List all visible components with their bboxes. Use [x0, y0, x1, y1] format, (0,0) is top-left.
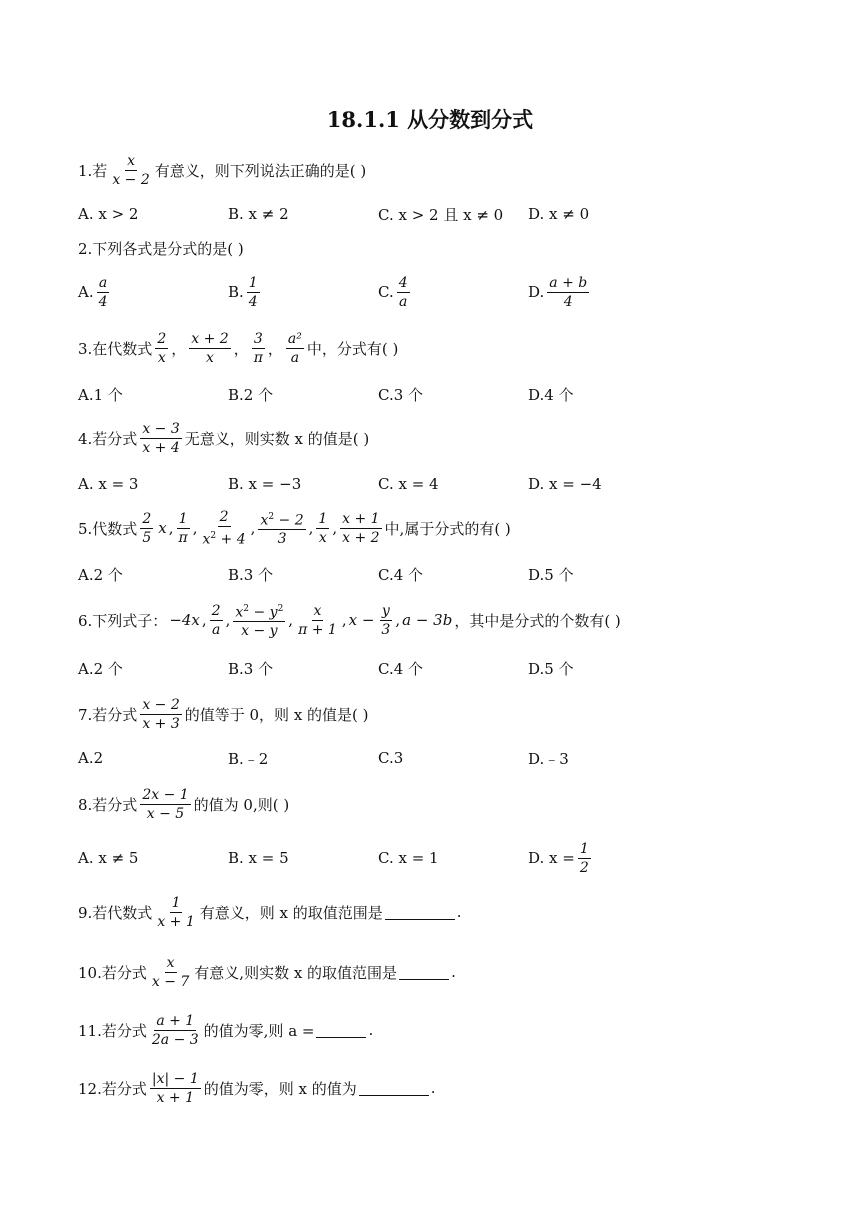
- q2-d-num: a + b: [549, 274, 588, 291]
- q2-c-num: 4: [398, 274, 408, 291]
- q9-num: 1: [171, 894, 181, 911]
- q5-frac-3: $\frac{2}{x^2 + 4}$: [202, 508, 246, 548]
- q7-prefix: 7.若分式: [78, 705, 138, 724]
- q2-a-num: a: [98, 274, 108, 291]
- q4-option-d: D. x = −4: [528, 475, 602, 493]
- q10-prefix: 10.若分式: [78, 963, 147, 982]
- q5-suffix: 中,属于分式的有( ): [384, 519, 511, 538]
- q3-option-c: C.3 个: [378, 385, 424, 404]
- q1-prefix: 1.若: [78, 161, 108, 180]
- q12-answer-blank[interactable]: [359, 1081, 429, 1096]
- q12-num: |x| − 1: [151, 1070, 199, 1087]
- q12-period: .: [430, 1079, 436, 1097]
- q1-suffix: 有意义，则下列说法正确的是( ): [154, 161, 367, 180]
- q8-d-num: 1: [579, 840, 589, 857]
- q5-frac-1: $\frac{2}{5}$: [142, 510, 152, 546]
- q6-options: [78, 646, 778, 690]
- question-12: [78, 1066, 436, 1110]
- question-8: [78, 782, 289, 826]
- q6-option-b: B.3 个: [228, 659, 274, 678]
- q4-suffix: 无意义，则实数 x 的值是( ): [184, 429, 370, 448]
- q7-option-b: B.﹣2: [228, 749, 269, 768]
- q3-prefix: 3.在代数式: [78, 339, 153, 358]
- q3-option-d: D.4 个: [528, 385, 574, 404]
- q5-option-d: D.5 个: [528, 565, 574, 584]
- q10-num: x: [166, 954, 175, 971]
- q8-fraction: [140, 786, 190, 823]
- q11-suffix: 的值为零,则 a =: [203, 1021, 315, 1040]
- q4-num: x − 3: [142, 420, 180, 437]
- q7-options: [78, 736, 778, 780]
- q8-den: x − 5: [146, 805, 185, 822]
- q12-suffix: 的值为零，则 x 的值为: [203, 1079, 357, 1098]
- q7-option-d: D.﹣3: [528, 749, 569, 768]
- q1-den: x − 2: [112, 171, 150, 188]
- q4-fraction: [140, 420, 181, 457]
- question-3: 3.在代数式 $\frac{2}{x}$ ， $\frac{x + 2}{x}$ ， $\frac{3}{\pi}$ ， $\frac{\text{a²}}{a}$ 中，分式有( ): [78, 330, 399, 366]
- q12-prefix: 12.若分式: [78, 1079, 147, 1098]
- q2-option-b: [228, 274, 263, 311]
- q8-option-d-text: D. x =: [528, 849, 575, 867]
- q8-d-frac: [578, 840, 591, 877]
- q3-f1-den: x: [157, 349, 166, 366]
- page-title: 18.1.1 从分数到分式: [326, 107, 534, 132]
- q6-frac-3: $\frac{x}{\pi + 1}$: [298, 602, 337, 638]
- q9-suffix: 有意义，则 x 的取值范围是: [199, 903, 383, 922]
- q3-f3-num: 3: [253, 330, 263, 347]
- q2-option-d: [528, 274, 592, 311]
- q3-option-a: A.1 个: [78, 385, 123, 404]
- q2-a-den: 4: [98, 293, 108, 310]
- q2-b-frac: [247, 274, 260, 311]
- q1-option-c: C. x > 2 且 x ≠ 0: [378, 205, 504, 224]
- question-11: [78, 1008, 373, 1052]
- q8-num: 2x − 1: [142, 786, 189, 803]
- q3-f2-den: x: [206, 349, 214, 366]
- q9-den: x + 1: [157, 913, 195, 930]
- q2-options: [78, 270, 778, 314]
- q2-a-label: A.: [78, 283, 94, 301]
- q11-prefix: 11.若分式: [78, 1021, 147, 1040]
- q7-option-a: A.2: [78, 749, 104, 767]
- q2-option-c: [378, 274, 413, 311]
- q7-den: x + 3: [142, 715, 180, 732]
- q8-option-c: C. x = 1: [378, 849, 439, 867]
- q2-c-label: C.: [378, 283, 394, 301]
- q8-option-b: B. x = 5: [228, 849, 289, 867]
- q3-f4-den: a: [290, 349, 300, 366]
- q2-c-frac: [397, 274, 410, 311]
- q2-text: 2.下列各式是分式的是( ): [78, 239, 244, 258]
- q2-a-frac: [97, 274, 110, 311]
- question-5: 5.代数式 $\frac{2}{5}$ x , $\frac{1}{\pi}$ , $\frac{2}{x^2 + 4}$ , $\frac{x^2 - 2}{3}$ , $\frac{1}{x}$ , $\frac{x + 1}{x + 2}$ 中,属于分式的有( ): [78, 508, 511, 548]
- q11-answer-blank[interactable]: [316, 1023, 366, 1038]
- q3-frac-1: [155, 330, 168, 367]
- q3-f2-num: x + 2: [191, 330, 229, 347]
- q2-b-label: B.: [228, 283, 244, 301]
- q2-d-den: 4: [563, 293, 573, 310]
- q9-prefix: 9.若代数式: [78, 903, 153, 922]
- q7-suffix: 的值等于 0，则 x 的值是( ): [184, 705, 369, 724]
- q5-option-a: A.2 个: [78, 565, 123, 584]
- q8-prefix: 8.若分式: [78, 795, 138, 814]
- q11-fraction: [150, 1012, 201, 1049]
- q1-fraction: [110, 152, 151, 189]
- q8-suffix: 的值为 0,则( ): [193, 795, 290, 814]
- q4-option-b: B. x = −3: [228, 475, 302, 493]
- question-7: [78, 692, 369, 736]
- q1-option-a: A. x > 2: [78, 205, 139, 223]
- q3-frac-2: [189, 330, 230, 367]
- q6-prefix: 6.下列式子：: [78, 611, 168, 630]
- q3-frac-4: [286, 330, 304, 367]
- q12-fraction: [150, 1070, 201, 1107]
- q7-num: x − 2: [142, 696, 180, 713]
- q10-fraction: [150, 954, 191, 991]
- q8-options: [78, 836, 778, 880]
- q3-f1-num: 2: [157, 330, 167, 347]
- q2-b-num: 1: [248, 274, 258, 291]
- q10-answer-blank[interactable]: [399, 965, 449, 980]
- q2-d-label: D.: [528, 283, 545, 301]
- question-6: 6.下列式子： −4x , $\frac{2}{a}$ , $\frac{x^2 - y^2}{x - y}$ , $\frac{x}{\pi + 1}$ , x − $\frac{y}{3}$ , a − 3b ，其中是分式的个数有( ): [78, 598, 621, 642]
- q6-frac-2: $\frac{x^2 - y^2}{x - y}$: [233, 600, 285, 641]
- q4-den: x + 4: [142, 439, 180, 456]
- q5-frac-5: $\frac{1}{x}$: [318, 510, 328, 546]
- q10-period: .: [451, 963, 456, 981]
- q3-frac-3: [252, 330, 265, 367]
- q8-option-a: A. x ≠ 5: [78, 849, 139, 867]
- q12-den: x + 1: [156, 1089, 195, 1106]
- q6-suffix: ，其中是分式的个数有( ): [454, 611, 621, 630]
- q2-c-den: a: [399, 293, 408, 310]
- question-4: [78, 416, 369, 460]
- q8-d-den: 2: [579, 859, 589, 876]
- question-2: [78, 226, 244, 270]
- q10-suffix: 有意义,则实数 x 的取值范围是: [194, 963, 398, 982]
- q3-f3-den: π: [253, 349, 263, 366]
- q9-answer-blank[interactable]: [385, 905, 455, 920]
- question-1: [78, 148, 366, 192]
- q7-fraction: [140, 696, 181, 733]
- q1-num: x: [127, 152, 135, 169]
- question-10: [78, 950, 456, 994]
- q5-frac-4: $\frac{x^2 - 2}{3}$: [258, 508, 305, 549]
- q2-d-frac: [547, 274, 589, 311]
- q7-option-c: C.3: [378, 749, 404, 767]
- q6-frac-4: $\frac{y}{3}$: [381, 602, 391, 638]
- q6-option-a: A.2 个: [78, 659, 123, 678]
- q6-option-d: D.5 个: [528, 659, 574, 678]
- q10-den: x − 7: [151, 973, 190, 990]
- q5-options: [78, 552, 778, 596]
- q2-b-den: 4: [248, 293, 258, 310]
- q8-option-d: [528, 840, 594, 877]
- question-9: [78, 890, 462, 934]
- q4-prefix: 4.若分式: [78, 429, 138, 448]
- q6-frac-1: $\frac{2}{a}$: [211, 602, 221, 638]
- q9-fraction: [155, 894, 196, 931]
- q3-option-b: B.2 个: [228, 385, 274, 404]
- q5-frac-6: $\frac{x + 1}{x + 2}$: [342, 510, 380, 546]
- q5-frac-2: $\frac{1}{\pi}$: [178, 510, 188, 546]
- q3-f4-num: a²: [287, 330, 302, 347]
- q4-option-a: A. x = 3: [78, 475, 139, 493]
- q11-den: 2a − 3: [151, 1031, 199, 1048]
- q5-prefix: 5.代数式: [78, 519, 138, 538]
- q1-option-d: D. x ≠ 0: [528, 205, 590, 223]
- q9-period: .: [456, 903, 462, 921]
- q4-option-c: C. x = 4: [378, 475, 439, 493]
- q5-option-b: B.3 个: [228, 565, 274, 584]
- q6-option-c: C.4 个: [378, 659, 424, 678]
- q3-options: [78, 372, 778, 416]
- q11-period: .: [368, 1021, 374, 1039]
- q5-option-c: C.4 个: [378, 565, 424, 584]
- q3-suffix: 中，分式有( ): [306, 339, 399, 358]
- q4-options: [78, 462, 778, 506]
- q1-option-b: B. x ≠ 2: [228, 205, 289, 223]
- q2-option-a: [78, 274, 113, 311]
- q11-num: a + 1: [156, 1012, 195, 1029]
